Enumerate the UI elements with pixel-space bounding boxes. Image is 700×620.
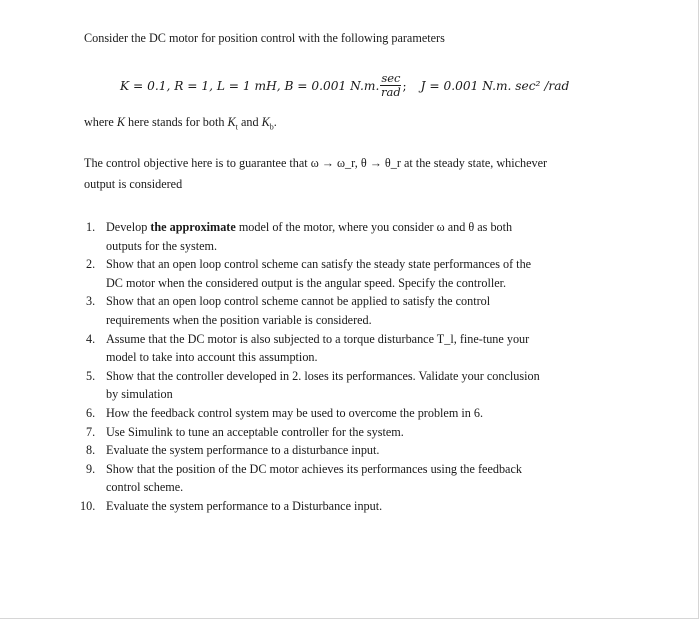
where-end: .: [273, 115, 277, 129]
where-note: [84, 115, 277, 131]
where-and: and: [237, 115, 262, 129]
where-middle: here stands for both: [124, 115, 228, 129]
task-list: [80, 218, 644, 516]
item-text-line2: control scheme.: [106, 480, 184, 495]
objective-line-2: output is considered: [84, 177, 183, 191]
item-number: 3.: [86, 294, 96, 309]
fraction-numerator: sec: [381, 70, 401, 85]
list-item: [84, 460, 644, 497]
k-symbol: K: [116, 115, 125, 129]
item-text-line2: outputs for the system.: [106, 238, 218, 253]
kb-subscript: b: [269, 122, 274, 132]
list-item: [84, 255, 644, 292]
item-number: 7.: [86, 424, 96, 439]
item-bold-text: the approximate: [150, 220, 236, 234]
item-text: Assume that the DC motor is also subjected to a torque disturbance T_l, fine-tune your: [106, 331, 530, 346]
item-number: 4.: [86, 331, 96, 346]
item-text: Show that an open loop control scheme cannot be applied to satisfy the control: [106, 294, 491, 309]
item-text: Show that an open loop control scheme can satisfy the steady state performances of the: [106, 257, 532, 272]
list-item: [84, 404, 644, 423]
objective-line-1: The control objective here is to guarantee that ω → ω_r, θ → θ_r at the steady state, whichever: [84, 156, 548, 170]
equation-part2: J = 0.001 N.m. sec² /rad: [420, 79, 570, 93]
where-prefix: where: [84, 115, 117, 129]
kb-symbol: K: [261, 115, 270, 129]
item-text: Evaluate the system performance to a Disturbance input.: [106, 498, 383, 513]
list-item: [84, 441, 644, 460]
item-text: Evaluate the system performance to a disturbance input.: [106, 443, 380, 458]
item-number: 5.: [86, 368, 96, 383]
list-item: [84, 367, 644, 404]
item-number: 6.: [86, 405, 96, 420]
item-text-line2: model to take into account this assumption.: [106, 350, 318, 365]
item-text-line2: DC motor when the considered output is the angular speed. Specify the controller.: [106, 275, 507, 290]
item-text-line2: by simulation: [106, 387, 173, 402]
item-number: 2.: [86, 257, 96, 272]
item-number: 9.: [86, 461, 96, 476]
equation-separator: ;: [402, 79, 407, 93]
list-item: [80, 497, 644, 516]
item-text-line2: requirements when the position variable is considered.: [106, 312, 372, 327]
item-text: Use Simulink to tune an acceptable controller for the system.: [106, 424, 404, 439]
item-text: Develop: [106, 220, 151, 234]
list-item: [84, 423, 644, 442]
kt-symbol: K: [227, 115, 236, 129]
item-text: Show that the position of the DC motor achieves its performances using the feedback: [106, 461, 522, 476]
equation-fraction: [380, 72, 401, 99]
list-item: [84, 292, 644, 329]
list-item: [84, 218, 644, 255]
parameter-equation: [120, 69, 569, 103]
equation-part1: K = 0.1, R = 1, L = 1 mH, B = 0.001 N.m.: [120, 79, 380, 93]
kt-subscript: t: [235, 122, 238, 132]
fraction-denominator: rad: [381, 84, 401, 99]
list-item: [84, 330, 644, 367]
item-number: 1.: [86, 220, 96, 234]
item-text: model of the motor, where you consider ω and θ as both: [235, 220, 513, 234]
item-number: 8.: [86, 443, 96, 458]
item-text: How the feedback control system may be used to overcome the problem in 6.: [106, 405, 484, 420]
item-text: Show that the controller developed in 2. loses its performances. Validate your conclusion: [106, 368, 540, 383]
intro-text: Consider the DC motor for position control with the following parameters: [84, 31, 445, 45]
item-number: 10.: [80, 498, 96, 513]
